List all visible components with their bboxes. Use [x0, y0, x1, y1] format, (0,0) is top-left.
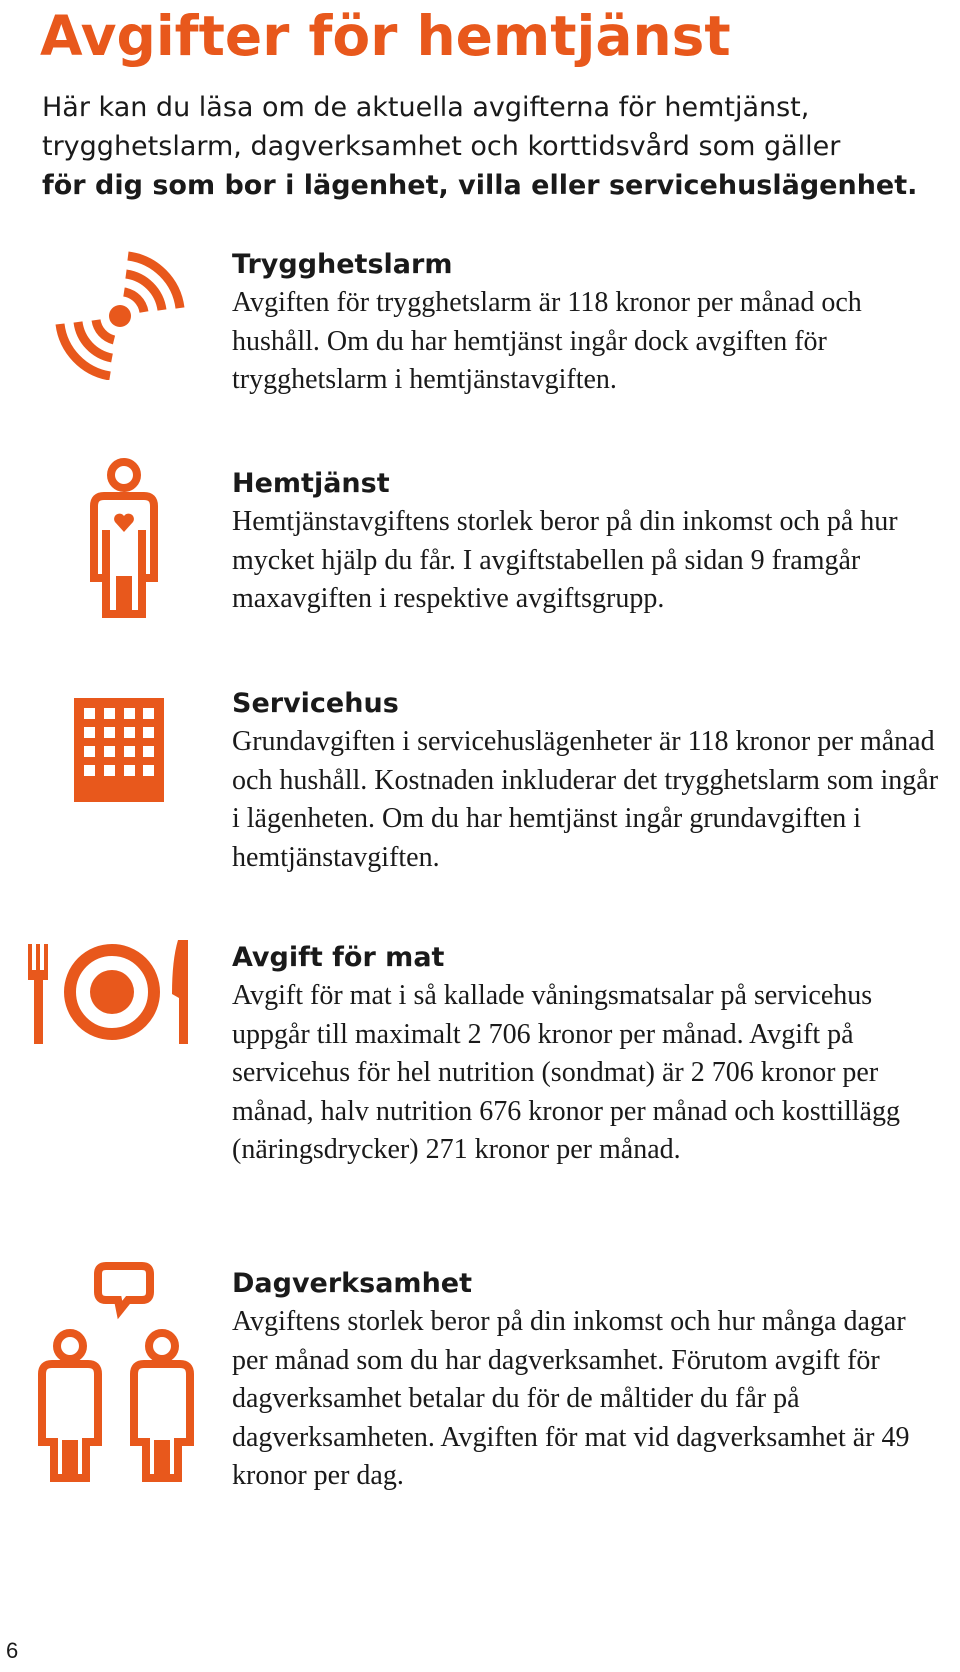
- page-title: Avgifter för hemtjänst: [40, 4, 731, 68]
- section-body: Avgiftens storlek beror på din inkomst och hur många dagar per månad som du har dagverksamhet. Förutom avgift för dagverksamhet betalar du för de måltider du får på dagverksamheten. Avgiften för mat vid dagverksamhet är 49 kronor per dag.: [232, 1306, 910, 1491]
- intro-line-2: trygghetslarm, dagverksamhet och korttidsvård som gäller: [42, 131, 841, 162]
- alarm-signal-icon: [50, 250, 185, 380]
- section-body: Grundavgiften i servicehuslägenheter är 118 kronor per månad och hushåll. Kostnaden inkluderar det trygghetslarm som ingår i lägenheten. Om du har hemtjänst ingår grundavgiften i hemtjänstavgiften.: [232, 726, 939, 873]
- section-heading: Trygghetslarm: [232, 249, 453, 280]
- page-number: 6: [6, 1638, 19, 1663]
- section-body: Avgiften för trygghetslarm är 118 kronor per månad och hushåll. Om du har hemtjänst ingår dock avgiften för trygghetslarm i hemtjänstavgiften.: [232, 287, 862, 395]
- intro-text: [42, 88, 942, 205]
- two-people-speech-icon: [36, 1262, 196, 1484]
- intro-line-3: för dig som bor i lägenhet, villa eller servicehuslägenhet.: [42, 170, 918, 201]
- building-icon: [74, 698, 164, 802]
- plate-cutlery-icon: [28, 940, 190, 1044]
- intro-line-1: Här kan du läsa om de aktuella avgifterna för hemtjänst,: [42, 92, 810, 123]
- section-heading: Avgift för mat: [232, 942, 445, 973]
- section-body: Hemtjänstavgiftens storlek beror på din inkomst och på hur mycket hjälp du får. I avgiftstabellen på sidan 9 framgår maxavgiften i respektive avgiftsgrupp.: [232, 506, 898, 614]
- section-heading: Hemtjänst: [232, 468, 390, 499]
- section-heading: Dagverksamhet: [232, 1268, 473, 1299]
- section-body: Avgift för mat i så kallade våningsmatsalar på servicehus uppgår till maximalt 2 706 kronor per månad. Avgift på servicehus för hel nutrition (sondmat) är 2 706 kronor per månad, halv nutrition 676 kronor per månad och kosttillägg (näringsdrycker) 271 kronor per månad.: [232, 980, 900, 1165]
- section-heading: Servicehus: [232, 688, 399, 719]
- person-heart-icon: [88, 458, 160, 620]
